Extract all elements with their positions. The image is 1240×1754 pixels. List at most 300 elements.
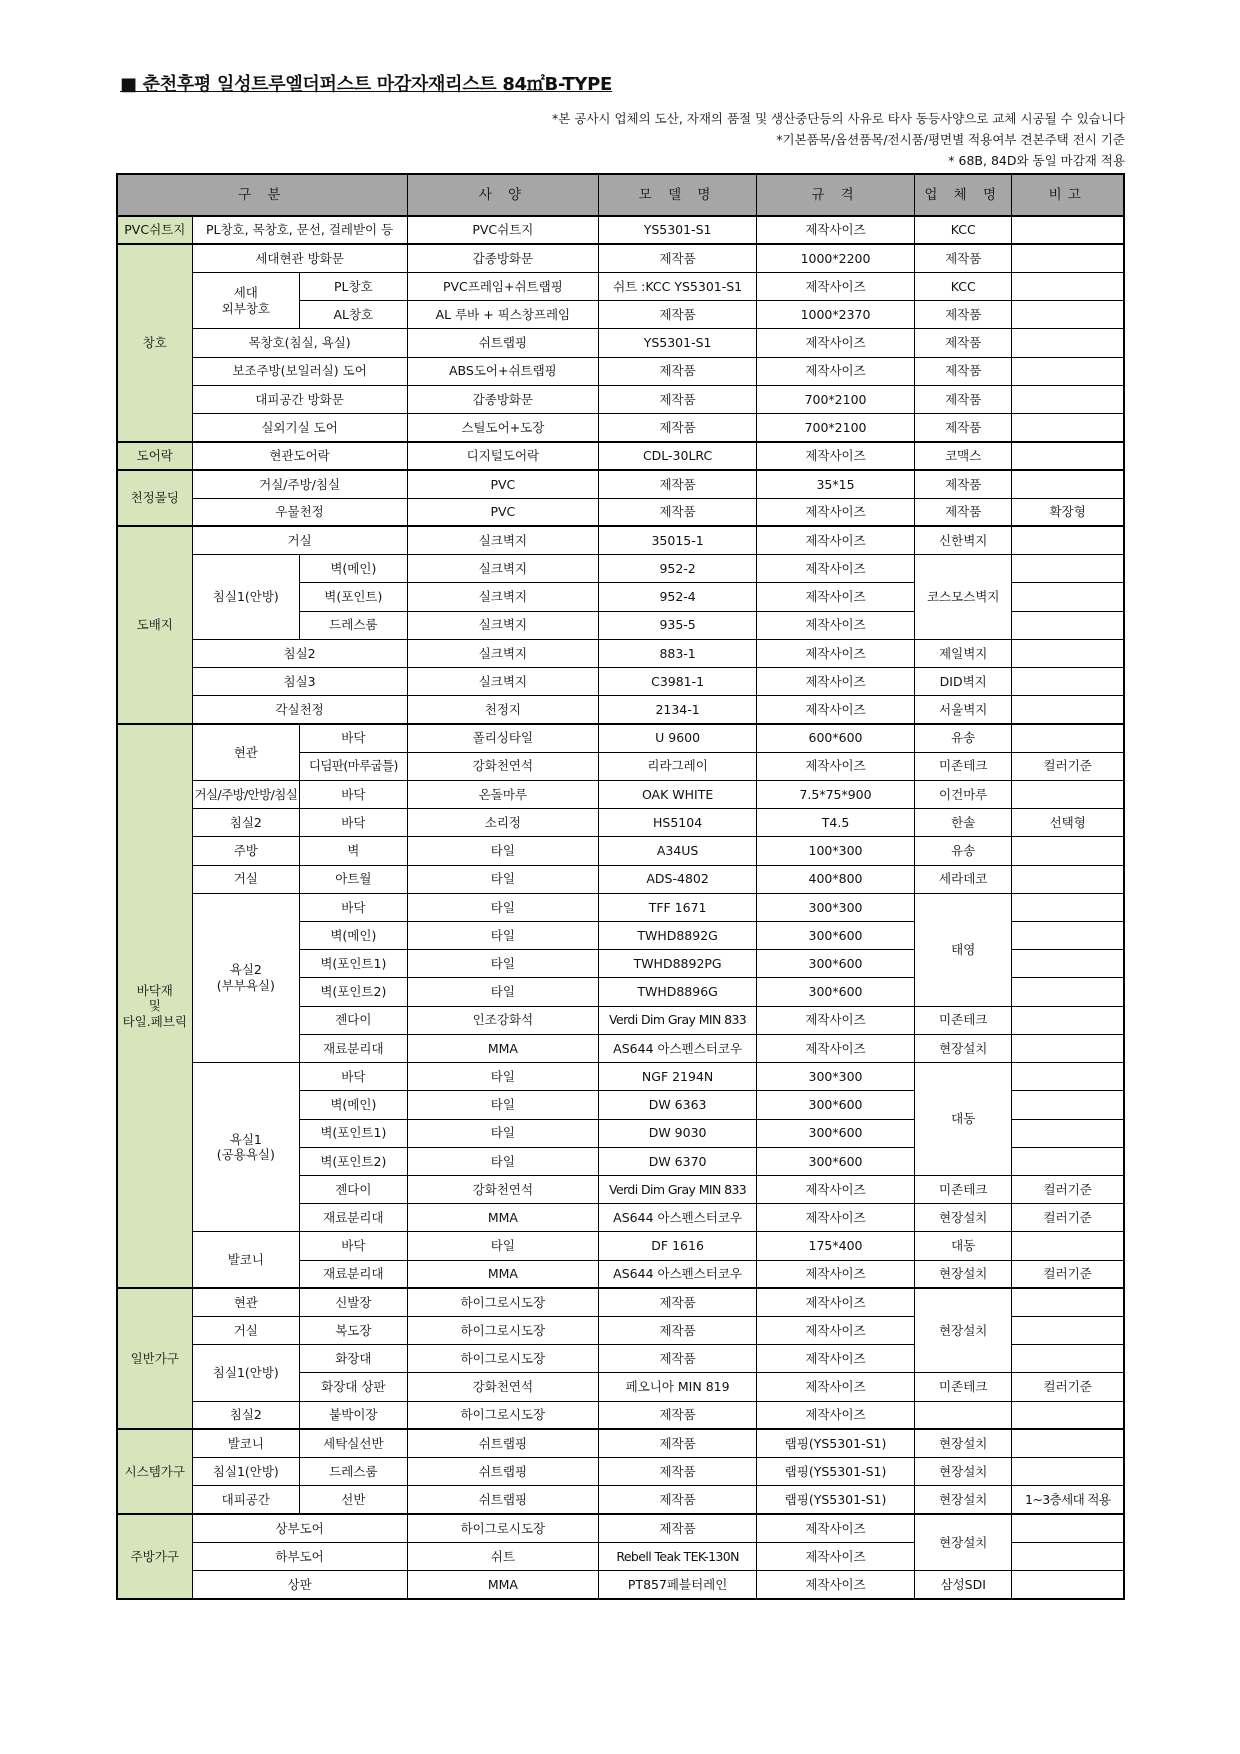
spec-cell: 타일: [407, 837, 599, 865]
spec-cell: 갑종방화문: [407, 244, 599, 272]
size-cell: 제작사이즈: [757, 1204, 915, 1232]
size-cell: 300*600: [757, 1147, 915, 1175]
table-row: [117, 668, 1124, 696]
model-cell: 제작품: [599, 357, 757, 385]
maker-cell: 현장설치: [914, 1288, 1011, 1373]
remark-cell: [1012, 1119, 1124, 1147]
table-row: [117, 696, 1124, 724]
maker-cell: 현장설치: [914, 1034, 1011, 1062]
subitem-cell: 드레스룸: [300, 611, 408, 639]
remark-cell: [1012, 780, 1124, 808]
size-cell: 제작사이즈: [757, 639, 915, 667]
subitem-cell: 바닥: [300, 809, 408, 837]
size-cell: 제작사이즈: [757, 357, 915, 385]
remark-cell: [1012, 950, 1124, 978]
subitem-cell: 젠다이: [300, 1175, 408, 1203]
spec-cell: 폴리싱타일: [407, 724, 599, 752]
model-cell: TFF 1671: [599, 893, 757, 921]
size-cell: 제작사이즈: [757, 329, 915, 357]
remark-cell: [1012, 1091, 1124, 1119]
model-cell: 제작품: [599, 498, 757, 526]
spec-cell: 쉬트랩핑: [407, 1458, 599, 1486]
model-cell: 제작품: [599, 385, 757, 413]
notes: [552, 108, 1125, 171]
remark-cell: [1012, 668, 1124, 696]
model-cell: 페오니아 MIN 819: [599, 1373, 757, 1401]
item-cell: 현관: [192, 1288, 300, 1316]
item-cell: 보조주방(보일러실) 도어: [192, 357, 407, 385]
table-row: [117, 780, 1124, 808]
model-cell: 제작품: [599, 1514, 757, 1542]
model-cell: CDL-30LRC: [599, 442, 757, 470]
remark-cell: [1012, 1034, 1124, 1062]
remark-cell: 확장형: [1012, 498, 1124, 526]
item-cell: 실외기실 도어: [192, 414, 407, 442]
model-cell: NGF 2194N: [599, 1063, 757, 1091]
item-cell: 상부도어: [192, 1514, 407, 1542]
size-cell: 제작사이즈: [757, 1401, 915, 1429]
spec-cell: PVC프레임+쉬트랩핑: [407, 272, 599, 300]
remark-cell: [1012, 357, 1124, 385]
size-cell: 제작사이즈: [757, 526, 915, 554]
maker-cell: KCC: [914, 272, 1011, 300]
table-row: [117, 865, 1124, 893]
maker-cell: 이건마루: [914, 780, 1011, 808]
maker-cell: 코스모스벽지: [914, 555, 1011, 640]
spec-cell: 실크벽지: [407, 583, 599, 611]
table-row: [117, 1571, 1124, 1600]
category-cell: 도배지: [117, 526, 192, 724]
size-cell: 7.5*75*900: [757, 780, 915, 808]
table-row: [117, 1429, 1124, 1457]
item-cell: 침실2: [192, 809, 300, 837]
item-cell: 거실/주방/침실: [192, 470, 407, 498]
subitem-cell: 바닥: [300, 1232, 408, 1260]
table-row: [117, 1514, 1124, 1542]
subitem-cell: 벽(포인트2): [300, 1147, 408, 1175]
size-cell: 제작사이즈: [757, 216, 915, 244]
size-cell: 제작사이즈: [757, 1034, 915, 1062]
size-cell: 제작사이즈: [757, 1345, 915, 1373]
remark-cell: [1012, 1232, 1124, 1260]
category-cell: 바닥재 및 타일.페브릭: [117, 724, 192, 1288]
spec-cell: MMA: [407, 1571, 599, 1600]
item-cell: 우물천정: [192, 498, 407, 526]
remark-cell: [1012, 639, 1124, 667]
remark-cell: [1012, 1006, 1124, 1034]
subitem-cell: 복도장: [300, 1317, 408, 1345]
spec-cell: 하이그로시도장: [407, 1401, 599, 1429]
size-cell: 100*300: [757, 837, 915, 865]
size-cell: 300*600: [757, 978, 915, 1006]
size-cell: 1000*2200: [757, 244, 915, 272]
item-cell: 세대현관 방화문: [192, 244, 407, 272]
size-cell: 300*300: [757, 1063, 915, 1091]
finish-material-table: [116, 173, 1125, 1600]
remark-cell: [1012, 611, 1124, 639]
model-cell: Verdi Dim Gray MIN 833: [599, 1006, 757, 1034]
size-cell: 300*600: [757, 950, 915, 978]
category-cell: 천정몰딩: [117, 470, 192, 526]
model-cell: TWHD8892G: [599, 921, 757, 949]
model-cell: DW 6363: [599, 1091, 757, 1119]
spec-cell: 쉬트: [407, 1542, 599, 1570]
subitem-cell: 아트월: [300, 865, 408, 893]
model-cell: ADS-4802: [599, 865, 757, 893]
spec-cell: 타일: [407, 950, 599, 978]
model-cell: DW 9030: [599, 1119, 757, 1147]
maker-cell: 현장설치: [914, 1486, 1011, 1514]
subitem-cell: 재료분리대: [300, 1034, 408, 1062]
spec-cell: 타일: [407, 978, 599, 1006]
size-cell: 제작사이즈: [757, 555, 915, 583]
spec-cell: 강화천연석: [407, 1175, 599, 1203]
subitem-cell: 바닥: [300, 724, 408, 752]
spec-cell: 강화천연석: [407, 1373, 599, 1401]
size-cell: 700*2100: [757, 385, 915, 413]
remark-cell: [1012, 865, 1124, 893]
maker-cell: 미존테크: [914, 1006, 1011, 1034]
subitem-cell: 붙박이장: [300, 1401, 408, 1429]
model-cell: DW 6370: [599, 1147, 757, 1175]
note: * 68B, 84D와 동일 마감재 적용: [948, 153, 1125, 168]
item-cell: 하부도어: [192, 1542, 407, 1570]
size-cell: 제작사이즈: [757, 442, 915, 470]
item-cell: 각실천정: [192, 696, 407, 724]
note: *본 공사시 업체의 도산, 자재의 품절 및 생산중단등의 사유로 타사 동등사양으로 교체 시공될 수 있습니다: [551, 111, 1125, 126]
remark-cell: [1012, 414, 1124, 442]
model-cell: 제작품: [599, 301, 757, 329]
spec-cell: 하이그로시도장: [407, 1288, 599, 1316]
spec-cell: PVC: [407, 498, 599, 526]
maker-cell: 제일벽지: [914, 639, 1011, 667]
size-cell: 제작사이즈: [757, 498, 915, 526]
subitem-cell: 재료분리대: [300, 1260, 408, 1288]
model-cell: YS5301-S1: [599, 329, 757, 357]
header-size: 규 격: [757, 174, 915, 216]
remark-cell: [1012, 921, 1124, 949]
table-row: [117, 555, 1124, 583]
table-row: [117, 1232, 1124, 1260]
maker-cell: 제작품: [914, 244, 1011, 272]
spec-cell: MMA: [407, 1260, 599, 1288]
item-cell: 욕실1 (공용욕실): [192, 1063, 300, 1232]
maker-cell: 제작품: [914, 414, 1011, 442]
item-cell: 거실/주방/안방/침실: [192, 780, 300, 808]
table-row: [117, 329, 1124, 357]
subitem-cell: AL창호: [300, 301, 408, 329]
model-cell: TWHD8896G: [599, 978, 757, 1006]
subitem-cell: 벽: [300, 837, 408, 865]
table-row: [117, 498, 1124, 526]
model-cell: 제작품: [599, 1317, 757, 1345]
subitem-cell: 벽(포인트1): [300, 1119, 408, 1147]
table-row: [117, 809, 1124, 837]
table-row: [117, 724, 1124, 752]
table-row: [117, 244, 1124, 272]
remark-cell: [1012, 301, 1124, 329]
item-cell: 현관도어락: [192, 442, 407, 470]
category-cell: 주방가구: [117, 1514, 192, 1599]
model-cell: AS644 아스펜스터코우: [599, 1260, 757, 1288]
item-cell: 대피공간: [192, 1486, 300, 1514]
maker-cell: 제작품: [914, 385, 1011, 413]
maker-cell: 미존테크: [914, 752, 1011, 780]
subitem-cell: 벽(포인트): [300, 583, 408, 611]
remark-cell: [1012, 1288, 1124, 1316]
remark-cell: 컬러기준: [1012, 1373, 1124, 1401]
spec-cell: 쉬트랩핑: [407, 329, 599, 357]
item-cell: 발코니: [192, 1232, 300, 1288]
item-cell: 목창호(침실, 욕실): [192, 329, 407, 357]
spec-cell: MMA: [407, 1034, 599, 1062]
size-cell: 400*800: [757, 865, 915, 893]
maker-cell: 제작품: [914, 498, 1011, 526]
remark-cell: [1012, 329, 1124, 357]
size-cell: T4.5: [757, 809, 915, 837]
table-row: [117, 357, 1124, 385]
item-cell: 침실1(안방): [192, 1345, 300, 1401]
remark-cell: [1012, 272, 1124, 300]
remark-cell: 컬러기준: [1012, 1260, 1124, 1288]
remark-cell: [1012, 216, 1124, 244]
model-cell: Rebell Teak TEK-130N: [599, 1542, 757, 1570]
spec-cell: 타일: [407, 1147, 599, 1175]
spec-cell: 소리정: [407, 809, 599, 837]
maker-cell: 제작품: [914, 329, 1011, 357]
remark-cell: [1012, 470, 1124, 498]
size-cell: 제작사이즈: [757, 1175, 915, 1203]
remark-cell: [1012, 385, 1124, 413]
remark-cell: 선택형: [1012, 809, 1124, 837]
remark-cell: [1012, 1429, 1124, 1457]
model-cell: AS644 아스펜스터코우: [599, 1034, 757, 1062]
table-row: [117, 385, 1124, 413]
remark-cell: [1012, 1147, 1124, 1175]
subitem-cell: 신발장: [300, 1288, 408, 1316]
subitem-cell: 벽(메인): [300, 1091, 408, 1119]
model-cell: 리라그레이: [599, 752, 757, 780]
size-cell: 제작사이즈: [757, 1260, 915, 1288]
model-cell: 35015-1: [599, 526, 757, 554]
model-cell: A34US: [599, 837, 757, 865]
spec-cell: 하이그로시도장: [407, 1514, 599, 1542]
table-row: [117, 1458, 1124, 1486]
item-cell: 대피공간 방화문: [192, 385, 407, 413]
spec-cell: 실크벽지: [407, 668, 599, 696]
maker-cell: 현장설치: [914, 1204, 1011, 1232]
size-cell: 제작사이즈: [757, 1006, 915, 1034]
subitem-cell: 젠다이: [300, 1006, 408, 1034]
remark-cell: [1012, 555, 1124, 583]
item-cell: 욕실2 (부부욕실): [192, 893, 300, 1062]
item-cell: PL창호, 목창호, 문선, 걸레받이 등: [192, 216, 407, 244]
size-cell: 제작사이즈: [757, 1542, 915, 1570]
item-cell: 침실1(안방): [192, 1458, 300, 1486]
maker-cell: 유송: [914, 837, 1011, 865]
spec-cell: 강화천연석: [407, 752, 599, 780]
header-maker: 업 체 명: [914, 174, 1011, 216]
model-cell: 952-2: [599, 555, 757, 583]
category-cell: 시스템가구: [117, 1429, 192, 1514]
header-remark: 비고: [1012, 174, 1124, 216]
item-cell: 침실3: [192, 668, 407, 696]
size-cell: 700*2100: [757, 414, 915, 442]
maker-cell: 현장설치: [914, 1429, 1011, 1457]
subitem-cell: 벽(메인): [300, 921, 408, 949]
maker-cell: 미존테크: [914, 1373, 1011, 1401]
table-row: [117, 837, 1124, 865]
remark-cell: [1012, 893, 1124, 921]
remark-cell: [1012, 837, 1124, 865]
remark-cell: [1012, 526, 1124, 554]
size-cell: 제작사이즈: [757, 1317, 915, 1345]
maker-cell: 현장설치: [914, 1458, 1011, 1486]
size-cell: 600*600: [757, 724, 915, 752]
subitem-cell: 벽(포인트2): [300, 978, 408, 1006]
spec-cell: PVC: [407, 470, 599, 498]
spec-cell: 인조강화석: [407, 1006, 599, 1034]
item-cell: 발코니: [192, 1429, 300, 1457]
model-cell: OAK WHITE: [599, 780, 757, 808]
remark-cell: [1012, 1063, 1124, 1091]
remark-cell: [1012, 1542, 1124, 1570]
model-cell: 쉬트 :KCC YS5301-S1: [599, 272, 757, 300]
table-row: [117, 526, 1124, 554]
size-cell: 랩핑(YS5301-S1): [757, 1486, 915, 1514]
spec-cell: 타일: [407, 1119, 599, 1147]
item-cell: 거실: [192, 1317, 300, 1345]
table-row: [117, 414, 1124, 442]
remark-cell: [1012, 1317, 1124, 1345]
size-cell: 175*400: [757, 1232, 915, 1260]
maker-cell: 삼성SDI: [914, 1571, 1011, 1600]
subitem-cell: 세탁실선반: [300, 1429, 408, 1457]
model-cell: PT857페블터레인: [599, 1571, 757, 1600]
model-cell: HS5104: [599, 809, 757, 837]
maker-cell: 세라데코: [914, 865, 1011, 893]
remark-cell: [1012, 244, 1124, 272]
maker-cell: 미존테크: [914, 1175, 1011, 1203]
spec-cell: 온돌마루: [407, 780, 599, 808]
size-cell: 제작사이즈: [757, 1373, 915, 1401]
spec-cell: 타일: [407, 865, 599, 893]
spec-cell: 실크벽지: [407, 555, 599, 583]
model-cell: 제작품: [599, 470, 757, 498]
maker-cell: 한솔: [914, 809, 1011, 837]
spec-cell: 실크벽지: [407, 639, 599, 667]
spec-cell: 쉬트랩핑: [407, 1486, 599, 1514]
remark-cell: [1012, 1514, 1124, 1542]
table-row: [117, 1063, 1124, 1091]
spec-cell: 실크벽지: [407, 526, 599, 554]
remark-cell: [1012, 1345, 1124, 1373]
remark-cell: 1~3층세대 적용: [1012, 1486, 1124, 1514]
remark-cell: [1012, 724, 1124, 752]
remark-cell: 컬러기준: [1012, 752, 1124, 780]
item-cell: 거실: [192, 526, 407, 554]
category-cell: 창호: [117, 244, 192, 442]
maker-cell: 태영: [914, 893, 1011, 1006]
table-row: [117, 1288, 1124, 1316]
subitem-cell: 벽(포인트1): [300, 950, 408, 978]
maker-cell: 현장설치: [914, 1260, 1011, 1288]
size-cell: 300*300: [757, 893, 915, 921]
remark-cell: [1012, 1458, 1124, 1486]
item-cell: 상판: [192, 1571, 407, 1600]
item-cell: 현관: [192, 724, 300, 780]
maker-cell: 코맥스: [914, 442, 1011, 470]
item-cell: 주방: [192, 837, 300, 865]
model-cell: TWHD8892PG: [599, 950, 757, 978]
spec-cell: 실크벽지: [407, 611, 599, 639]
header-category: 구 분: [117, 174, 407, 216]
size-cell: 300*600: [757, 921, 915, 949]
spec-cell: ABS도어+쉬트랩핑: [407, 357, 599, 385]
item-cell: 세대 외부창호: [192, 272, 300, 328]
remark-cell: 컬러기준: [1012, 1204, 1124, 1232]
item-cell: 침실2: [192, 639, 407, 667]
header-model: 모 델 명: [599, 174, 757, 216]
maker-cell: 대동: [914, 1063, 1011, 1176]
remark-cell: 컬러기준: [1012, 1175, 1124, 1203]
maker-cell: [914, 1401, 1011, 1429]
subitem-cell: 바닥: [300, 780, 408, 808]
model-cell: 952-4: [599, 583, 757, 611]
size-cell: 제작사이즈: [757, 696, 915, 724]
note: *기본품목/옵션품목/전시품/평면별 적용여부 견본주택 전시 기준: [776, 132, 1125, 147]
category-cell: 일반가구: [117, 1288, 192, 1429]
model-cell: 제작품: [599, 1345, 757, 1373]
model-cell: C3981-1: [599, 668, 757, 696]
table-row: [117, 639, 1124, 667]
spec-cell: MMA: [407, 1204, 599, 1232]
model-cell: AS644 아스펜스터코우: [599, 1204, 757, 1232]
maker-cell: 대동: [914, 1232, 1011, 1260]
subitem-cell: 벽(메인): [300, 555, 408, 583]
table-row: [117, 216, 1124, 244]
spec-cell: PVC쉬트지: [407, 216, 599, 244]
remark-cell: [1012, 1571, 1124, 1600]
model-cell: 제작품: [599, 1458, 757, 1486]
model-cell: 제작품: [599, 1288, 757, 1316]
size-cell: 랩핑(YS5301-S1): [757, 1429, 915, 1457]
maker-cell: 제작품: [914, 357, 1011, 385]
spec-cell: 스틸도어+도장: [407, 414, 599, 442]
maker-cell: 신한벽지: [914, 526, 1011, 554]
model-cell: YS5301-S1: [599, 216, 757, 244]
model-cell: Verdi Dim Gray MIN 833: [599, 1175, 757, 1203]
model-cell: 2134-1: [599, 696, 757, 724]
page-title: ■ 춘천후평 일성트루엘더퍼스트 마감자재리스트 84㎡B-TYPE: [120, 74, 613, 95]
item-cell: 거실: [192, 865, 300, 893]
maker-cell: 서울벽지: [914, 696, 1011, 724]
model-cell: U 9600: [599, 724, 757, 752]
remark-cell: [1012, 978, 1124, 1006]
size-cell: 1000*2370: [757, 301, 915, 329]
spec-cell: 천정지: [407, 696, 599, 724]
spec-cell: 타일: [407, 1232, 599, 1260]
subitem-cell: PL창호: [300, 272, 408, 300]
table-row: [117, 272, 1124, 300]
subitem-cell: 선반: [300, 1486, 408, 1514]
size-cell: 제작사이즈: [757, 272, 915, 300]
maker-cell: DID벽지: [914, 668, 1011, 696]
category-cell: 도어락: [117, 442, 192, 470]
maker-cell: 제작품: [914, 301, 1011, 329]
table-row: [117, 1486, 1124, 1514]
header-spec: 사 양: [407, 174, 599, 216]
